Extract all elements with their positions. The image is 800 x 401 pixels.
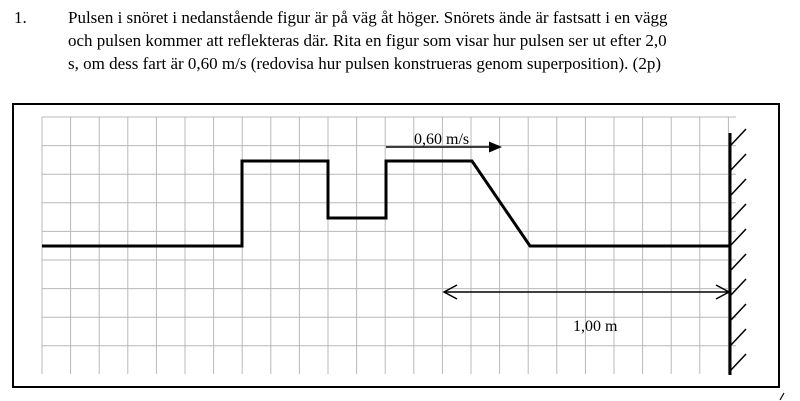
wall-hatch-mark [731,254,746,270]
question-line-3: s, om dess fart är 0,60 m/s (redovisa hur pulsen konstrueras genom superposition). (2p) [68,54,661,73]
wall-hatch-mark [731,279,746,295]
question-line-1: Pulsen i snöret i nedanstående figur är på väg åt höger. Snörets ände är fastsatt i en vägg [68,8,668,27]
wall-hatch-mark [731,154,746,170]
wall-hatch-mark [731,204,746,220]
wall-hatch-mark [731,129,746,145]
wall-hatch-mark [731,329,746,345]
question-number: 1. [14,8,27,27]
distance-arrow [444,285,729,299]
question-line-2: och pulsen kommer att reflekteras där. Rita en figur som visar hur pulsen ser ut efter 2,0 [68,31,667,50]
wall [730,129,746,375]
wall-hatch-mark [731,179,746,195]
corner-mark [780,393,784,400]
wall-hatching [731,129,746,370]
wall-hatch-mark [731,354,746,370]
wall-hatch-mark [731,304,746,320]
speed-label: 0,60 m/s [414,131,470,148]
distance-label: 1,00 m [573,318,618,335]
